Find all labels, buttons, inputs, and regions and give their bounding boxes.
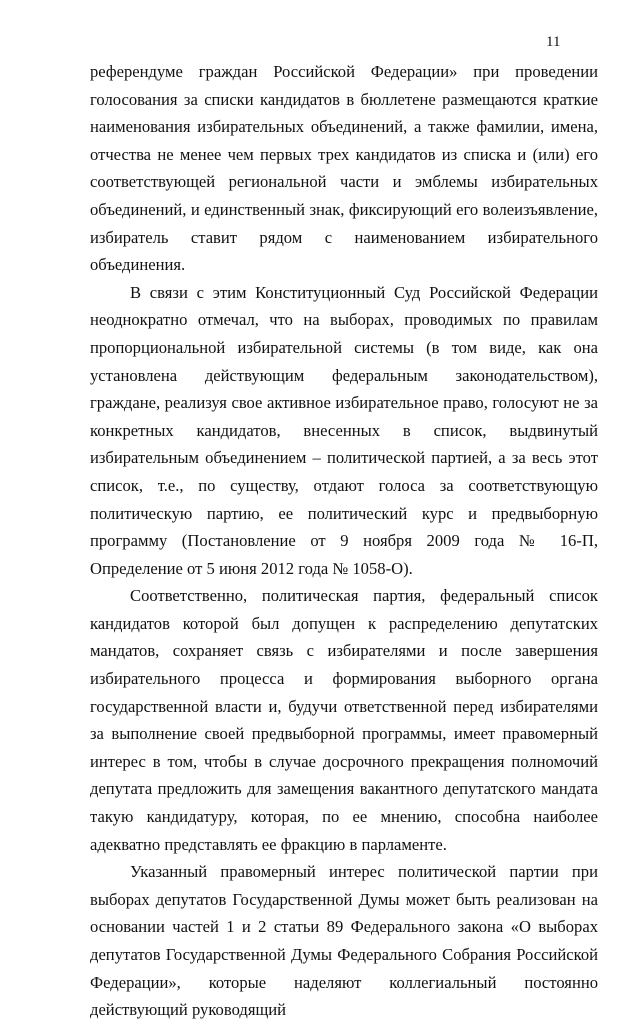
paragraph: Указанный правомерный интерес политической партии при выборах депутатов Государственной Думы может быть реализован на основании частей 1 и 2 статьи 89 Федерального закона «О выборах депутатов Государственной Думы Федерального Собрания Российской Федерации», которые наделяют коллегиальный постоянно действующий руководящий xyxy=(90,862,598,1020)
paragraph: Соответственно, политическая партия, федеральный список кандидатов которой был допущен к распределению депутатских мандатов, сохраняет связь с избирателями и после завершения избирательного процесса и формирования выборного органа государственной власти и, будучи ответственной перед избирателями за выполнение своей предвыборной программы, имеет правомерный интерес в том, чтобы в случае досрочного прекращения полномочий депутата предложить для замещения вакантного депутатского мандата такую кандидатуру, которая, по ее мнению, способна наиболее адекватно представлять ее фракцию в парламенте. xyxy=(90,586,598,854)
document-body xyxy=(90,58,598,1024)
paragraph-continuation: референдуме граждан Российской Федерации» при проведении голосования за списки кандидатов в бюллетене размещаются краткие наименования избирательных объединений, а также фамилии, имена, отчества не менее чем первых трех кандидатов из списка и (или) его соответствующей региональной части и эмблемы избирательных объединений, и единственный знак, фиксирующий его волеизъявление, избиратель ставит рядом с наименованием избирательного объединения. xyxy=(90,62,598,275)
page-number: 11 xyxy=(546,34,561,50)
paragraph: В связи с этим Конституционный Суд Российской Федерации неоднократно отмечал, что на выборах, проводимых по правилам пропорциональной избирательной системы (в том виде, как она установлена действующим федеральным законодательством), граждане, реализуя свое активное избирательное право, голосуют не за конкретных кандидатов, внесенных в список, выдвинутый избирательным объединением – политической партией, а за весь этот список, т.е., по существу, отдают голоса за соответствующую политическую партию, ее политический курс и предвыборную программу (Постановление от 9 ноября 2009 года № 16-П, Определение от 5 июня 2012 года № 1058-О). xyxy=(90,282,598,578)
